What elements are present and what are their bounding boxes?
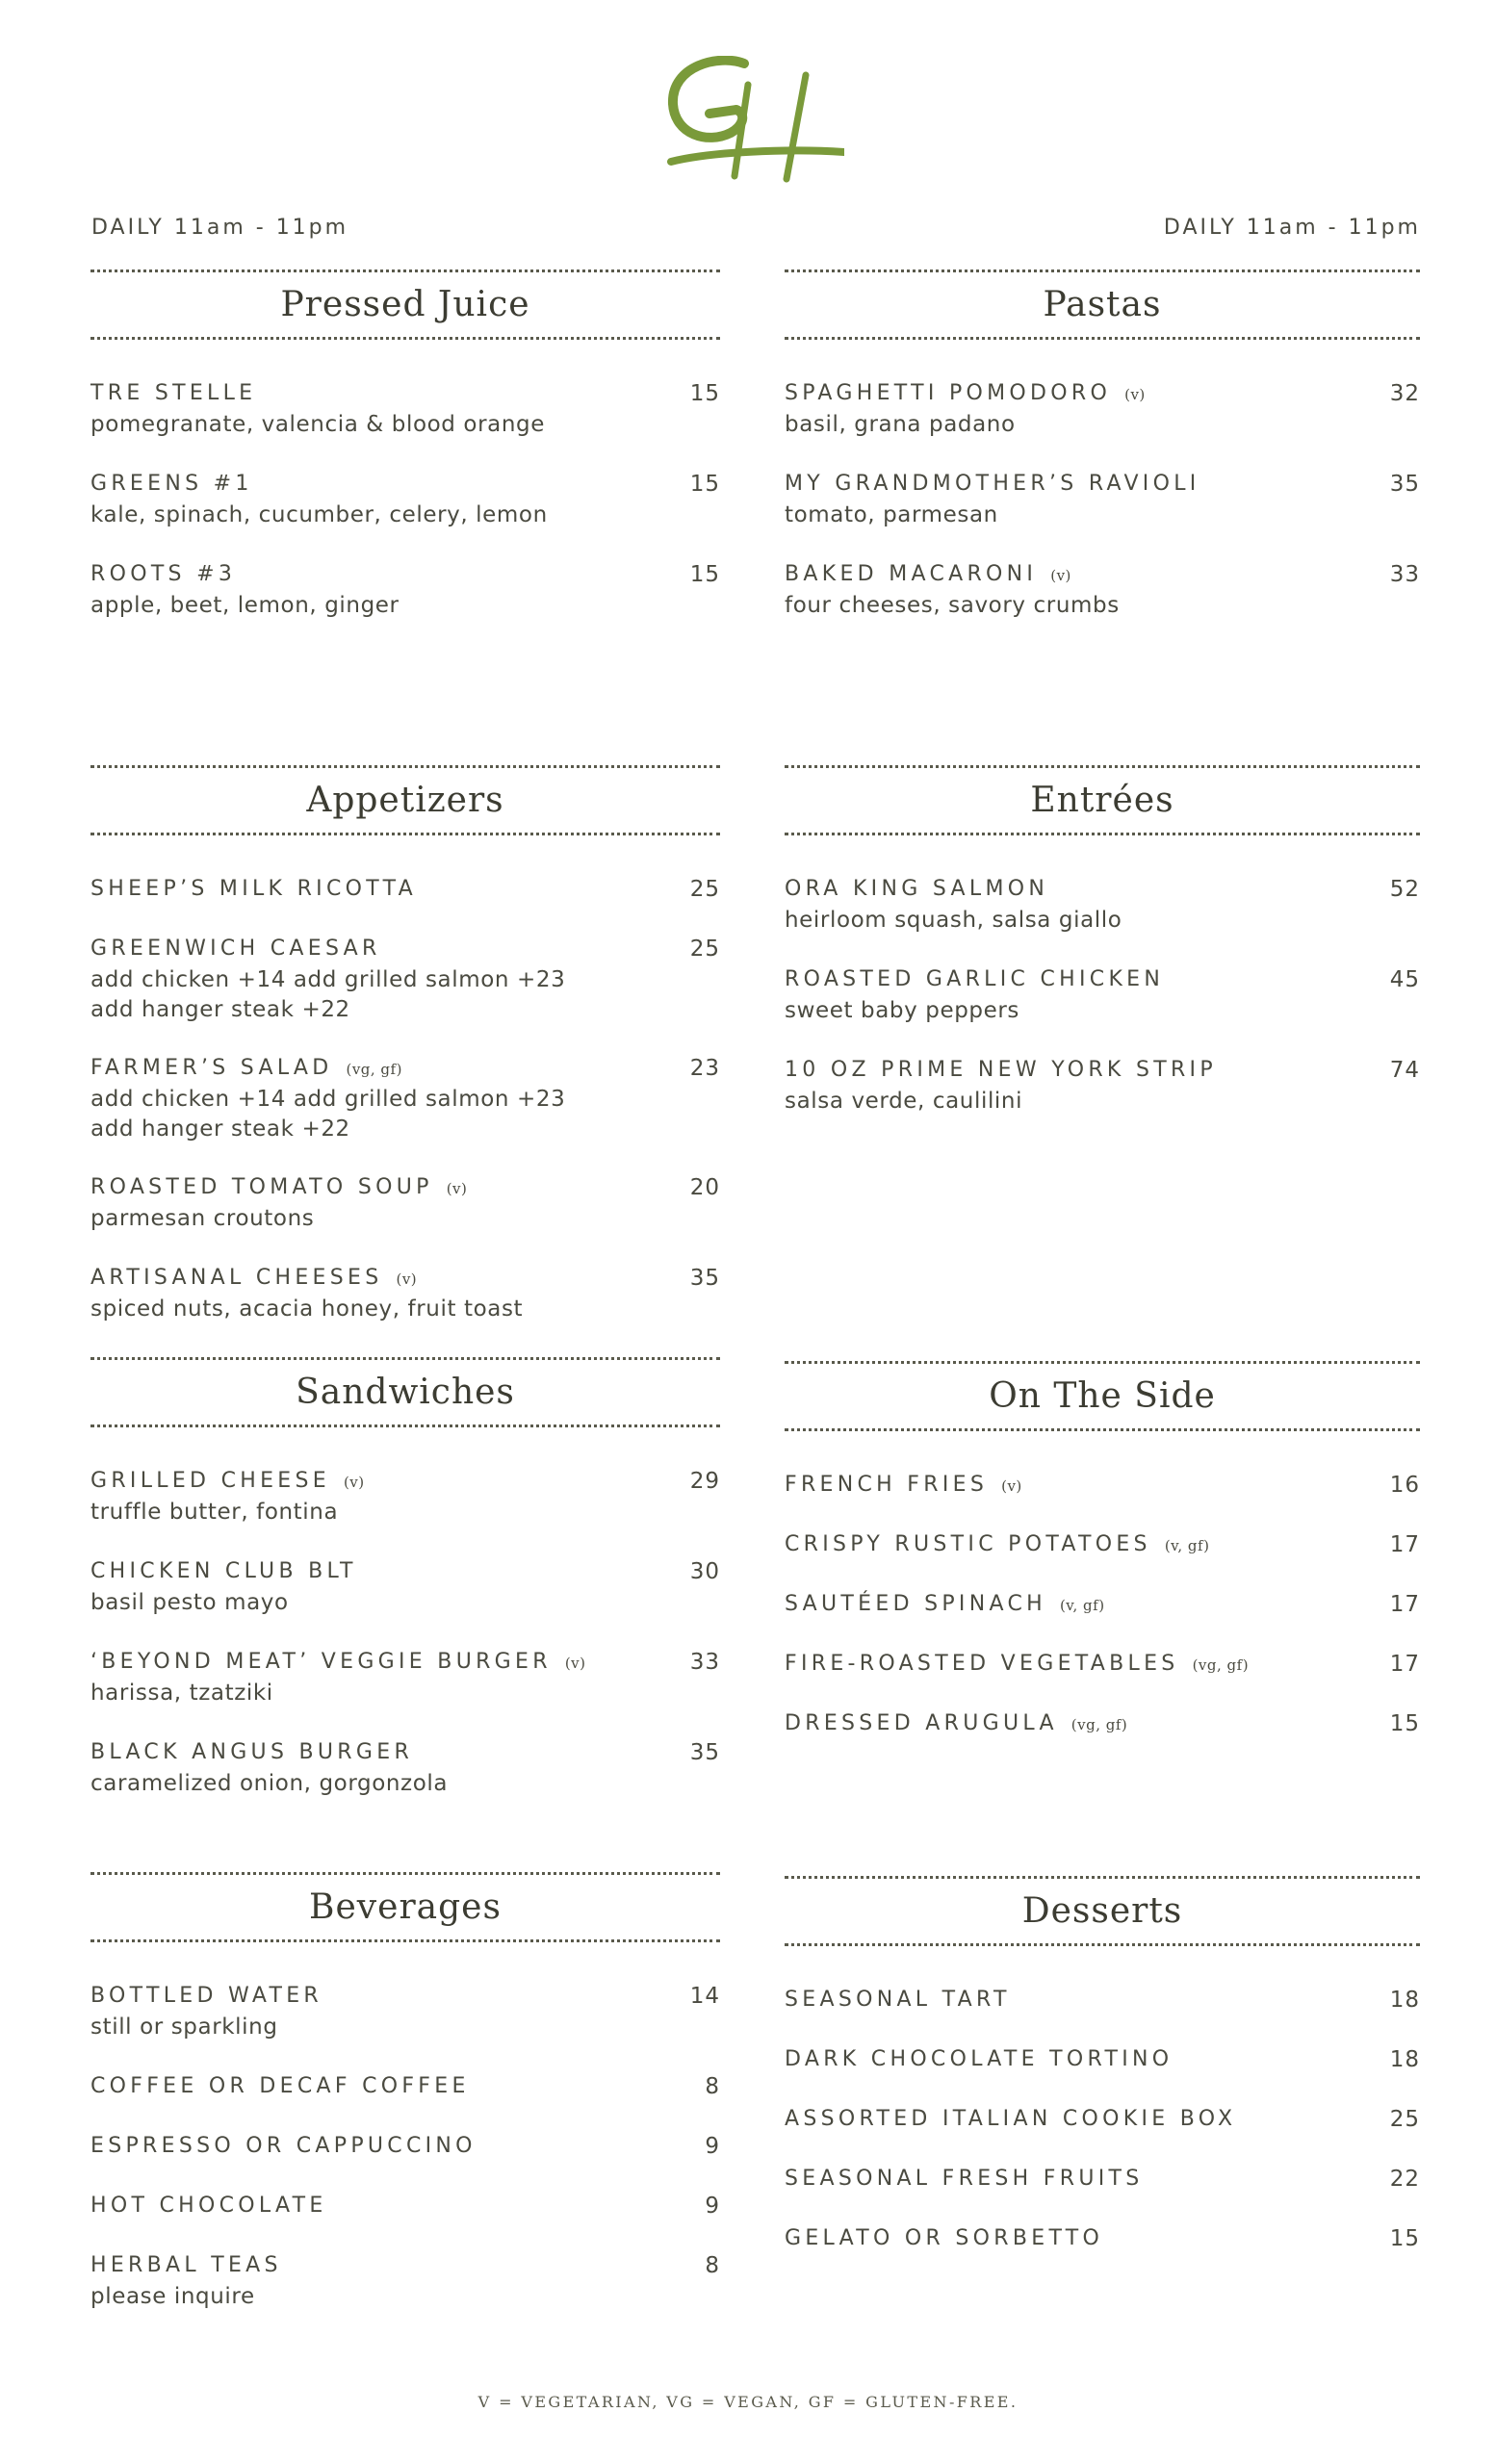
menu-item-row [785, 381, 1420, 410]
item-name: FIRE-ROASTED VEGETABLES [785, 1652, 1179, 1676]
menu-item-row [785, 2226, 1420, 2255]
item-name: DRESSED ARUGULA [785, 1711, 1058, 1735]
menu-item [785, 1058, 1420, 1116]
item-name: HERBAL TEAS [90, 2253, 282, 2277]
dietary-note: (v) [446, 1180, 468, 1197]
item-name: MY GRANDMOTHER’S RAVIOLI [785, 472, 1200, 496]
item-price: 35 [1389, 472, 1420, 497]
menu-item-row [785, 1473, 1420, 1502]
dietary-note: (vg, gf) [346, 1061, 402, 1078]
menu-item-row [785, 1711, 1420, 1740]
menu-item [90, 472, 720, 530]
section-title: Entrées [1030, 781, 1174, 820]
item-description: harissa, tzatziki [90, 1681, 273, 1706]
section-header [90, 765, 720, 834]
item-price: 25 [689, 937, 720, 962]
item-name: SHEEP’S MILK RICOTTA [90, 877, 417, 901]
dotted-divider [90, 1939, 720, 1942]
dotted-divider [90, 1424, 720, 1427]
item-name: FARMER’S SALAD [90, 1056, 333, 1080]
item-price: 35 [689, 1266, 720, 1291]
dietary-note: (vg, gf) [1070, 1716, 1128, 1733]
menu-item [90, 1559, 720, 1618]
item-description: add chicken +14 add grilled salmon +23 [90, 967, 566, 992]
menu-item-row [90, 2134, 720, 2163]
item-price: 8 [705, 2074, 720, 2099]
section-pressed-juice [90, 270, 720, 621]
section-header [90, 1872, 720, 1941]
item-name: ASSORTED ITALIAN COOKIE BOX [785, 2107, 1237, 2131]
item-price: 32 [1389, 381, 1420, 406]
item-price: 35 [689, 1740, 720, 1765]
menu-item [90, 381, 720, 440]
dietary-legend: V = VEGETARIAN, VG = VEGAN, GF = GLUTEN-FREE. [477, 2393, 1019, 2411]
menu-item-row [785, 1058, 1420, 1087]
item-description: kale, spinach, cucumber, celery, lemon [90, 502, 548, 527]
section-title: Pastas [1043, 285, 1162, 324]
menu-item [90, 1266, 720, 1324]
menu-items [785, 1473, 1420, 1740]
gh-logo-icon [652, 56, 844, 186]
section-beverages [90, 1872, 720, 2312]
menu-item-row [785, 1988, 1420, 2016]
dotted-divider [90, 270, 720, 272]
item-name: ESPRESSO OR CAPPUCCINO [90, 2134, 477, 2158]
dotted-divider [785, 1943, 1420, 1946]
menu-item [90, 937, 720, 1025]
item-name: BOTTLED WATER [90, 1984, 323, 2008]
dietary-note: (v, gf) [1059, 1597, 1105, 1614]
menu-item [90, 1056, 720, 1144]
menu-item-row [785, 1592, 1420, 1621]
item-description: four cheeses, savory crumbs [785, 593, 1120, 618]
dotted-divider [785, 833, 1420, 835]
item-description: apple, beet, lemon, ginger [90, 593, 400, 618]
item-name: ‘BEYOND MEAT’ VEGGIE BURGER [90, 1650, 552, 1674]
dotted-divider [785, 270, 1420, 272]
item-price: 17 [1389, 1652, 1420, 1677]
item-price: 25 [1389, 2107, 1420, 2132]
item-name: SPAGHETTI POMODORO [785, 381, 1112, 405]
item-price: 16 [1389, 1473, 1420, 1498]
dietary-note: (v, gf) [1164, 1537, 1210, 1554]
menu-item-row [90, 1056, 720, 1085]
menu-item-row [90, 2194, 720, 2222]
section-header [785, 1876, 1420, 1945]
menu-item [785, 1711, 1420, 1740]
menu-item-row [90, 1650, 720, 1679]
section-header [90, 270, 720, 339]
menu-item-row [90, 1175, 720, 1204]
item-description: sweet baby peppers [785, 998, 1019, 1023]
menu-items [785, 1988, 1420, 2255]
item-description: heirloom squash, salsa giallo [785, 908, 1122, 933]
item-name: CHICKEN CLUB BLT [90, 1559, 357, 1583]
menu-item-row [785, 2167, 1420, 2195]
item-price: 22 [1389, 2167, 1420, 2192]
section-title: On The Side [989, 1376, 1216, 1416]
item-price: 25 [689, 877, 720, 902]
dotted-divider [90, 1357, 720, 1360]
item-price: 17 [1389, 1592, 1420, 1617]
menu-items [90, 381, 720, 621]
item-price: 15 [1389, 2226, 1420, 2251]
menu-item [785, 1473, 1420, 1502]
section-title: Pressed Juice [280, 285, 530, 324]
dotted-divider [785, 1361, 1420, 1364]
menu-item-row [785, 2047, 1420, 2076]
dotted-divider [90, 337, 720, 340]
item-price: 18 [1389, 2047, 1420, 2072]
item-description: still or sparkling [90, 2015, 278, 2040]
menu-item [785, 1652, 1420, 1681]
menu-item-row [90, 472, 720, 500]
menu-item [785, 2047, 1420, 2076]
item-description: tomato, parmesan [785, 502, 998, 527]
item-price: 29 [689, 1469, 720, 1494]
dotted-divider [90, 833, 720, 835]
dietary-note: (vg, gf) [1192, 1656, 1250, 1674]
dotted-divider [785, 765, 1420, 768]
item-price: 15 [1389, 1711, 1420, 1736]
menu-item-row [90, 2074, 720, 2103]
menu-item [90, 2134, 720, 2163]
item-name: SEASONAL FRESH FRUITS [785, 2167, 1144, 2191]
section-title: Appetizers [306, 781, 504, 820]
section-on-the-side [785, 1361, 1420, 1740]
item-name: ROASTED GARLIC CHICKEN [785, 967, 1165, 991]
item-price: 15 [689, 562, 720, 587]
item-name: GREENS #1 [90, 472, 253, 496]
item-name: SAUTÉED SPINACH [785, 1592, 1046, 1616]
menu-item-row [785, 2107, 1420, 2136]
menu-item-row [90, 937, 720, 965]
menu-item [90, 1175, 720, 1234]
menu-item-row [90, 381, 720, 410]
menu-item [785, 2167, 1420, 2195]
menu-item [785, 1532, 1420, 1561]
item-description: pomegranate, valencia & blood orange [90, 412, 545, 437]
item-price: 23 [689, 1056, 720, 1081]
item-description: spiced nuts, acacia honey, fruit toast [90, 1296, 524, 1322]
menu-item [90, 1469, 720, 1527]
menu-item [785, 381, 1420, 440]
menu-item [785, 472, 1420, 530]
item-price: 14 [689, 1984, 720, 2009]
item-price: 15 [689, 381, 720, 406]
item-description: add chicken +14 add grilled salmon +23 [90, 1087, 566, 1112]
menu-items [90, 1469, 720, 1799]
menu-items [785, 877, 1420, 1116]
item-name: GELATO OR SORBETTO [785, 2226, 1104, 2250]
item-name: ROASTED TOMATO SOUP [90, 1175, 433, 1199]
menu-item [785, 1592, 1420, 1621]
item-price: 9 [705, 2194, 720, 2219]
item-name: ARTISANAL CHEESES [90, 1266, 383, 1290]
item-description: salsa verde, caulilini [785, 1089, 1023, 1114]
item-description: please inquire [90, 2284, 255, 2309]
item-price: 17 [1389, 1532, 1420, 1557]
hours-right: DAILY 11am - 11pm [1163, 216, 1421, 240]
menu-item [785, 1988, 1420, 2016]
dietary-note: (v) [343, 1474, 365, 1491]
item-price: 9 [705, 2134, 720, 2159]
menu-item-row [785, 1532, 1420, 1561]
section-pastas [785, 270, 1420, 621]
dotted-divider [785, 1428, 1420, 1431]
menu-items [90, 877, 720, 1324]
section-sandwiches [90, 1357, 720, 1799]
menu-item [785, 2226, 1420, 2255]
menu-items [90, 1984, 720, 2312]
dietary-note: (v) [564, 1655, 586, 1672]
menu-item-row [90, 1559, 720, 1588]
item-name: TRE STELLE [90, 381, 257, 405]
menu-item-row [90, 1266, 720, 1295]
item-name: DARK CHOCOLATE TORTINO [785, 2047, 1174, 2071]
menu-item [90, 1650, 720, 1708]
section-title: Beverages [309, 1887, 502, 1927]
dotted-divider [785, 1876, 1420, 1879]
item-price: 30 [689, 1559, 720, 1584]
hours-left: DAILY 11am - 11pm [91, 216, 349, 240]
menu-items [785, 381, 1420, 621]
item-name: GREENWICH CAESAR [90, 937, 381, 961]
menu-item [90, 1984, 720, 2042]
item-name: 10 OZ PRIME NEW YORK STRIP [785, 1058, 1217, 1082]
menu-item-row [785, 967, 1420, 996]
item-name: ORA KING SALMON [785, 877, 1049, 901]
dotted-divider [90, 765, 720, 768]
menu-item-row [785, 1652, 1420, 1681]
item-price: 45 [1389, 967, 1420, 992]
dietary-note: (v) [396, 1270, 418, 1288]
menu-item-row [785, 562, 1420, 591]
item-description: add hanger steak +22 [90, 1116, 350, 1142]
menu-item-row [90, 877, 720, 906]
item-price: 18 [1389, 1988, 1420, 2013]
item-description: parmesan croutons [90, 1206, 315, 1231]
section-title: Sandwiches [296, 1373, 515, 1412]
item-price: 20 [689, 1175, 720, 1200]
section-title: Desserts [1021, 1891, 1183, 1931]
item-name: CRISPY RUSTIC POTATOES [785, 1532, 1151, 1556]
dotted-divider [785, 337, 1420, 340]
menu-item-row [90, 1984, 720, 2013]
section-desserts [785, 1876, 1420, 2255]
menu-item-row [785, 877, 1420, 906]
menu-item [90, 1740, 720, 1799]
menu-item [90, 2253, 720, 2312]
section-header [785, 1361, 1420, 1430]
item-price: 74 [1389, 1058, 1420, 1083]
item-description: truffle butter, fontina [90, 1500, 339, 1525]
item-name: ROOTS #3 [90, 562, 237, 586]
item-description: caramelized onion, gorgonzola [90, 1771, 449, 1796]
menu-item [785, 2107, 1420, 2136]
item-name: FRENCH FRIES [785, 1473, 989, 1497]
menu-item [90, 877, 720, 906]
item-name: BAKED MACARONI [785, 562, 1038, 586]
section-header [90, 1357, 720, 1426]
menu-item-row [785, 472, 1420, 500]
menu-item [90, 562, 720, 621]
item-name: HOT CHOCOLATE [90, 2194, 327, 2218]
section-header [785, 765, 1420, 834]
item-description: basil, grana padano [785, 412, 1016, 437]
item-description: basil pesto mayo [90, 1590, 289, 1615]
section-header [785, 270, 1420, 339]
item-price: 8 [705, 2253, 720, 2278]
menu-item-row [90, 562, 720, 591]
dotted-divider [90, 1872, 720, 1875]
item-price: 33 [1389, 562, 1420, 587]
menu-item-row [90, 1740, 720, 1769]
item-name: COFFEE OR DECAF COFFEE [90, 2074, 470, 2098]
dietary-note: (v) [1001, 1477, 1022, 1495]
item-price: 15 [689, 472, 720, 497]
section-entrees [785, 765, 1420, 1116]
dietary-note: (v) [1124, 386, 1146, 403]
menu-item [785, 562, 1420, 621]
menu-item [785, 877, 1420, 936]
item-price: 52 [1389, 877, 1420, 902]
item-description: add hanger steak +22 [90, 997, 350, 1022]
item-name: BLACK ANGUS BURGER [90, 1740, 414, 1764]
dietary-note: (v) [1050, 567, 1071, 584]
item-price: 33 [689, 1650, 720, 1675]
section-appetizers [90, 765, 720, 1324]
menu-item [90, 2194, 720, 2222]
item-name: SEASONAL TART [785, 1988, 1011, 2012]
item-name: GRILLED CHEESE [90, 1469, 330, 1493]
menu-item-row [90, 2253, 720, 2282]
menu-item [90, 2074, 720, 2103]
menu-item-row [90, 1469, 720, 1498]
menu-item [785, 967, 1420, 1026]
